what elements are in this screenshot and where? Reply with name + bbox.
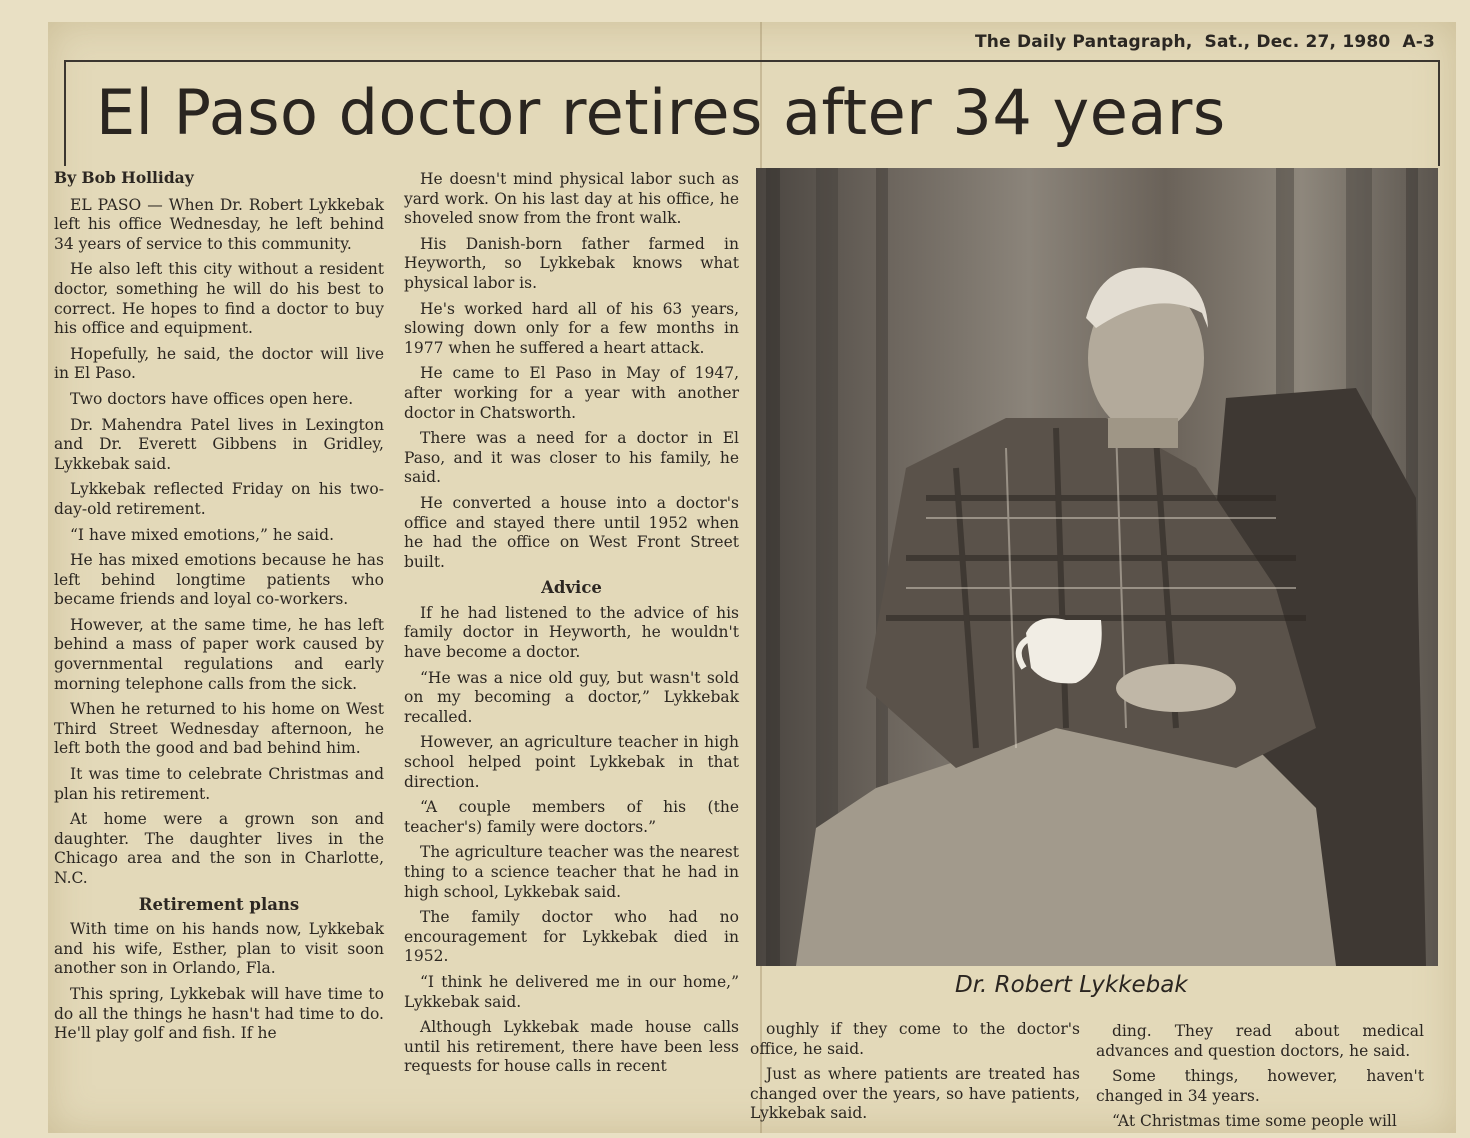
column-1-body xyxy=(54,196,384,889)
paragraph: There was a need for a doctor in El Paso, and it was closer to his family, he said. xyxy=(404,429,739,487)
column-4 xyxy=(1096,1022,1424,1138)
paragraph: It was time to celebrate Christmas and plan his retirement. xyxy=(54,765,384,803)
paragraph: He converted a house into a doctor's office and stayed there until 1952 when he had the office on West Front Street built. xyxy=(404,493,739,571)
paragraph: Two doctors have offices open here. xyxy=(70,389,354,408)
paragraph: His Danish-born father farmed in Heyworth, so Lykkebak knows what physical labor is. xyxy=(404,234,739,292)
column-3-body xyxy=(750,1020,1080,1124)
portrait-photo xyxy=(756,168,1438,966)
byline: By Bob Holliday xyxy=(54,168,194,187)
column-1 xyxy=(54,168,384,1050)
paragraph: He's worked hard all of his 63 years, slowing down only for a few months in 1977 when he suffered a heart attack. xyxy=(404,299,739,357)
paragraph: He came to El Paso in May of 1947, after working for a year with another doctor in Chatsworth. xyxy=(404,364,739,422)
paragraph: Some things, however, haven't changed in 34 years. xyxy=(1096,1067,1424,1105)
paragraph: The agriculture teacher was the nearest thing to a science teacher that he had in high school, Lykkebak said. xyxy=(404,843,739,901)
paragraph: Hopefully, he said, the doctor will live in El Paso. xyxy=(54,344,384,383)
paragraph: oughly if they come to the doctor's office, he said. xyxy=(750,1020,1080,1058)
paragraph: At home were a grown son and daughter. The daughter lives in the Chicago area and the son in Charlotte, N.C. xyxy=(54,810,384,887)
paragraph: However, an agriculture teacher in high school helped point Lykkebak in that direction. xyxy=(404,733,739,791)
masthead-paper: The Daily Pantagraph, xyxy=(975,32,1193,52)
column-2 xyxy=(404,170,739,1083)
column-4-body xyxy=(1096,1022,1424,1132)
paragraph: ding. They read about medical advances and question doctors, he said. xyxy=(1096,1022,1424,1060)
paragraph: This spring, Lykkebak will have time to do all the things he hasn't had time to do. He'll play golf and fish. If he xyxy=(54,984,384,1043)
paragraph: “He was a nice old guy, but wasn't sold on my becoming a doctor,” Lykkebak recalled. xyxy=(404,668,739,726)
column-2-body xyxy=(404,170,739,572)
paragraph: EL PASO — When Dr. Robert Lykkebak left his office Wednesday, he left behind 34 years of service to this community. xyxy=(54,195,384,253)
paragraph: He doesn't mind physical labor such as yard work. On his last day at his office, he shoveled snow from the front walk. xyxy=(404,170,739,228)
portrait-illustration xyxy=(756,168,1438,966)
paragraph: He also left this city without a resident doctor, something he will do his best to correct. He hopes to find a doctor to buy his office and equipment. xyxy=(54,260,384,338)
paragraph: If he had listened to the advice of his family doctor in Heyworth, he wouldn't have become a doctor. xyxy=(404,603,739,662)
paragraph: “I have mixed emotions,” he said. xyxy=(70,525,334,544)
headline: El Paso doctor retires after 34 years xyxy=(96,76,1226,149)
paragraph: The family doctor who had no encouragement for Lykkebak died in 1952. xyxy=(404,908,739,966)
column-3 xyxy=(750,1020,1080,1130)
paragraph: Lykkebak reflected Friday on his two-day-old retirement. xyxy=(54,480,384,518)
paragraph: However, at the same time, he has left behind a mass of paper work caused by governmental regulations and early morning telephone calls from the sick. xyxy=(54,615,384,693)
column-2-continued xyxy=(404,604,739,1077)
column-1-continued xyxy=(54,920,384,1044)
paragraph: Just as where patients are treated has changed over the years, so have patients, Lykkebak said. xyxy=(750,1065,1080,1123)
subhead-retirement-plans: Retirement plans xyxy=(138,894,300,914)
masthead-date: Sat., Dec. 27, 1980 xyxy=(1204,32,1391,52)
paragraph: Dr. Mahendra Patel lives in Lexington and Dr. Everett Gibbens in Gridley, Lykkebak said. xyxy=(54,415,384,473)
masthead xyxy=(975,32,1447,52)
paragraph: “A couple members of his (the teacher's) family were doctors.” xyxy=(404,798,739,836)
paragraph: “I think he delivered me in our home,” Lykkebak said. xyxy=(404,972,739,1011)
photo-caption: Dr. Robert Lykkebak xyxy=(955,972,1188,998)
masthead-page: A-3 xyxy=(1402,32,1436,52)
paragraph: Although Lykkebak made house calls until his retirement, there have been less requests for house calls in recent xyxy=(404,1018,739,1076)
subhead-advice: Advice xyxy=(541,578,602,598)
paragraph: With time on his hands now, Lykkebak and his wife, Esther, plan to visit soon another son in Orlando, Fla. xyxy=(54,920,384,978)
paragraph: When he returned to his home on West Third Street Wednesday afternoon, he left both the good and bad behind him. xyxy=(54,700,384,758)
paragraph: “At Christmas time some people will xyxy=(1112,1112,1397,1131)
paragraph: He has mixed emotions because he has left behind longtime patients who became friends and loyal co-workers. xyxy=(54,551,384,609)
